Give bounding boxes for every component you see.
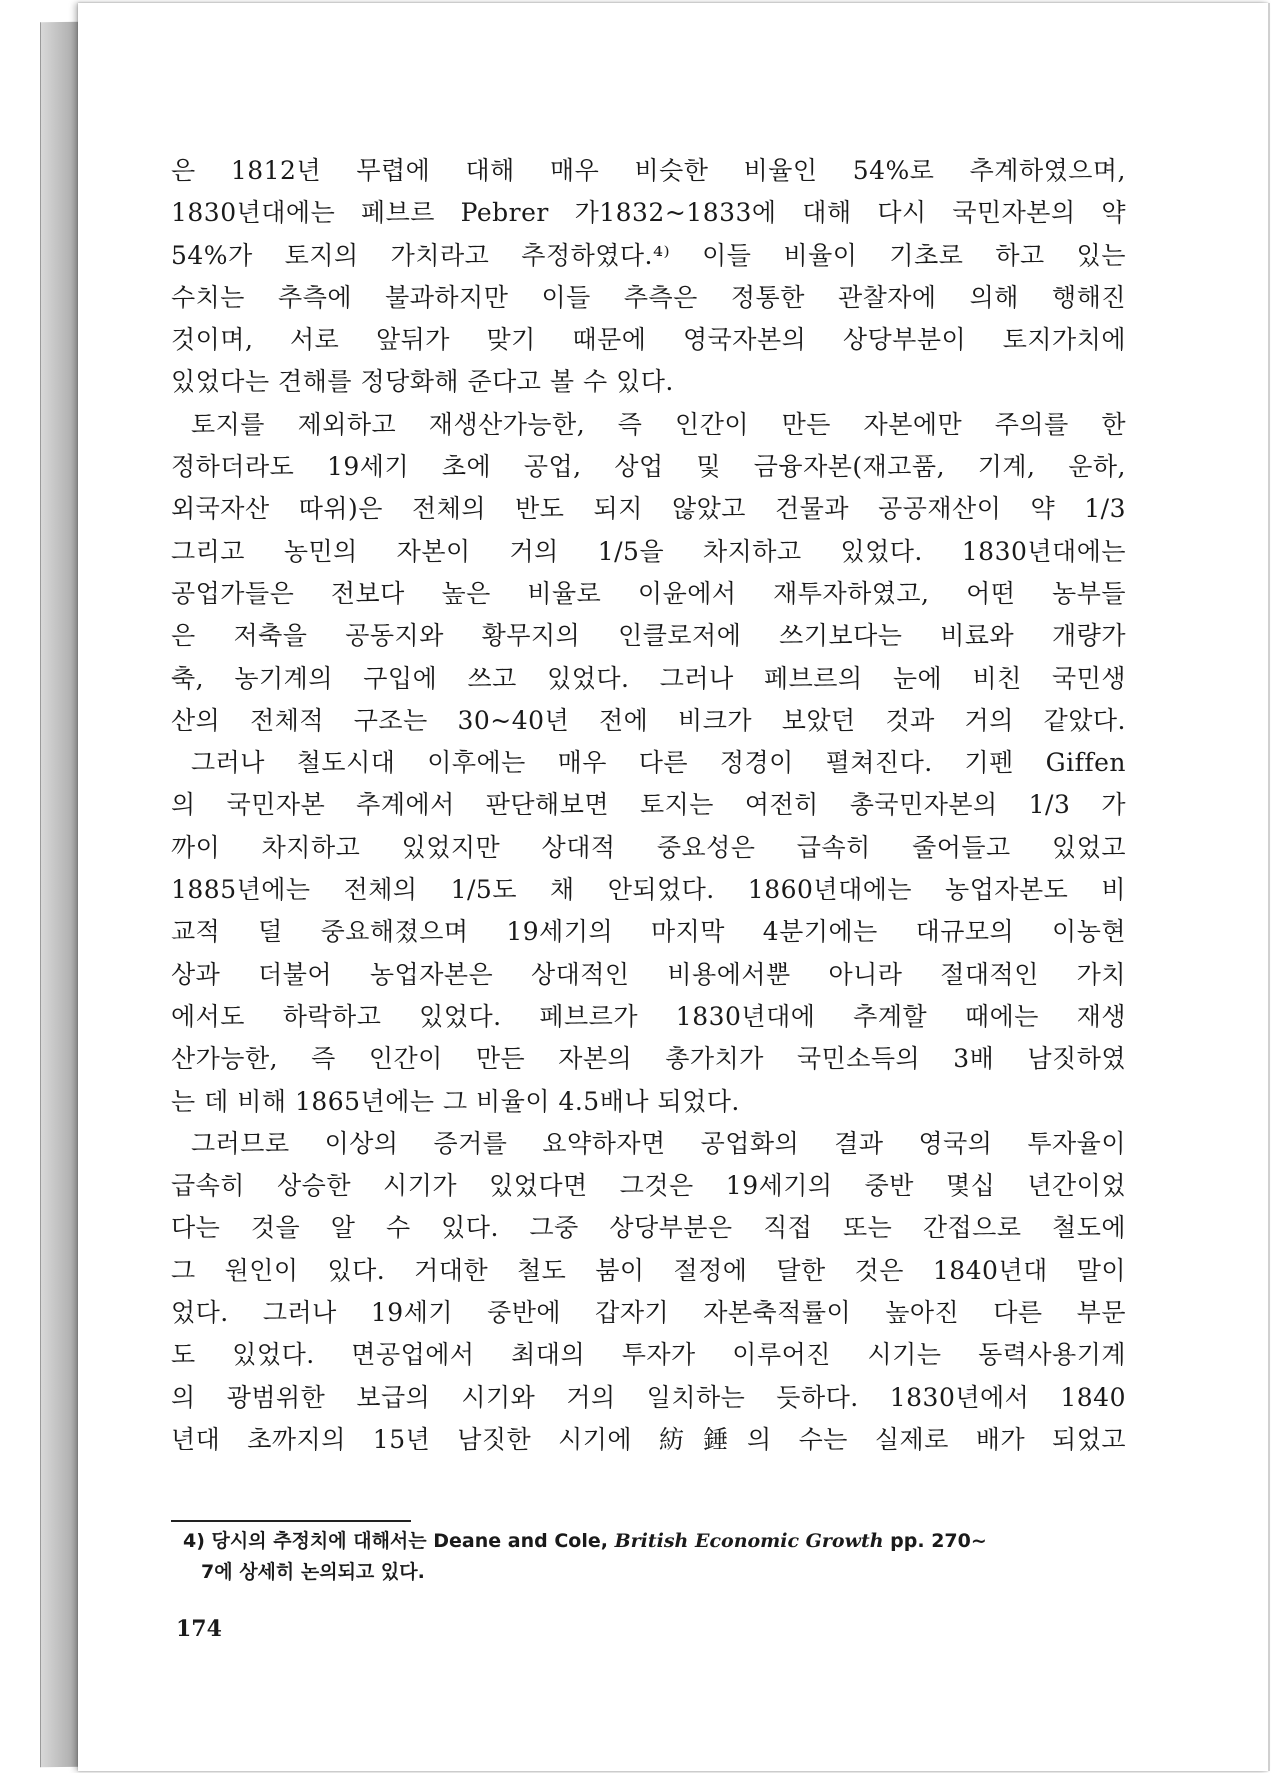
text-line: 것이며, 서로 앞뒤가 맞기 때문에 영국자본의 상당부분이 토지가치에	[171, 325, 1126, 355]
text-line: 54%가 토지의 가치라고 추정하였다.⁴⁾ 이들 비율이 기초로 하고 있는	[171, 240, 1126, 270]
text-line: 의 국민자본 추계에서 판단해보면 토지는 여전히 총국민자본의 1/3 가	[171, 790, 1126, 820]
text-line: 산가능한, 즉 인간이 만든 자본의 총가치가 국민소득의 3배 남짓하였	[171, 1044, 1126, 1074]
text-line: 토지를 제외하고 재생산가능한, 즉 인간이 만든 자본에만 주의를 한	[191, 409, 1126, 439]
text-line: 수치는 추측에 불과하지만 이들 추측은 정통한 관찰자에 의해 행해진	[171, 282, 1126, 312]
text-line: 그 원인이 있다. 거대한 철도 붐이 절정에 달한 것은 1840년대 말이	[171, 1255, 1126, 1285]
text-line: 상과 더불어 농업자본은 상대적인 비용에서뿐 아니라 절대적인 가치	[171, 959, 1126, 989]
text-line: 의 광범위한 보급의 시기와 거의 일치하는 듯하다. 1830년에서 1840	[171, 1382, 1126, 1412]
footnotes	[183, 1526, 1123, 1588]
text-line: 에서도 하락하고 있었다. 페브르가 1830년대에 추계할 때에는 재생	[171, 1001, 1126, 1031]
text-line: 있었다는 견해를 정당화해 준다고 볼 수 있다.	[171, 367, 674, 397]
text-line: 1830년대에는 페브르 Pebrer 가1832~1833에 대해 다시 국민자본의 약	[171, 198, 1126, 228]
footnote-line: 7에 상세히 논의되고 있다.	[201, 1561, 425, 1583]
text-line: 도 있었다. 면공업에서 최대의 투자가 이루어진 시기는 동력사용기계	[171, 1340, 1126, 1370]
text-line: 외국자산 따위)은 전체의 반도 되지 않았고 건물과 공공재산이 약 1/3	[171, 494, 1126, 524]
footnote-divider	[171, 1520, 411, 1522]
text-line: 급속히 상승한 시기가 있었다면 그것은 19세기의 중반 몇십 년간이었	[171, 1171, 1126, 1201]
text-line: 교적 덜 중요해졌으며 19세기의 마지막 4분기에는 대규모의 이농현	[171, 917, 1126, 947]
text-line: 산의 전체적 구조는 30~40년 전에 비크가 보았던 것과 거의 같았다.	[171, 705, 1126, 735]
text-line: 다는 것을 알 수 있다. 그중 상당부분은 직접 또는 간접으로 철도에	[171, 1213, 1126, 1243]
footnote-line	[183, 1526, 1123, 1557]
text-line: 그러므로 이상의 증거를 요약하자면 공업화의 결과 영국의 투자율이	[191, 1128, 1126, 1158]
text-line: 정하더라도 19세기 초에 공업, 상업 및 금융자본(재고품, 기계, 운하,	[171, 452, 1126, 482]
footnote-text: 4) 당시의 추정치에 대해서는 Deane and Cole,	[183, 1530, 615, 1552]
page-number: 174	[176, 1616, 222, 1642]
body-text	[171, 150, 1126, 1461]
text-line: 축, 농기계의 구입에 쓰고 있었다. 그러나 페브르의 눈에 비친 국민생	[171, 663, 1126, 693]
book-spine	[40, 22, 81, 1767]
footnote-pages: pp. 270~	[883, 1530, 987, 1552]
text-line: 년대 초까지의 15년 남짓한 시기에 紡錘의 수는 실제로 배가 되었고	[171, 1424, 1126, 1454]
footnote-book-title: British Economic Growth	[614, 1530, 884, 1552]
text-line: 공업가들은 전보다 높은 비율로 이윤에서 재투자하였고, 어떤 농부들	[171, 578, 1126, 608]
text-line: 그리고 농민의 자본이 거의 1/5을 차지하고 있었다. 1830년대에는	[171, 536, 1126, 566]
text-line: 까이 차지하고 있었지만 상대적 중요성은 급속히 줄어들고 있었고	[171, 832, 1126, 862]
text-line: 는 데 비해 1865년에는 그 비율이 4.5배나 되었다.	[171, 1086, 740, 1116]
text-line: 은 저축을 공동지와 황무지의 인클로저에 쓰기보다는 비료와 개량가	[171, 621, 1126, 651]
text-line: 었다. 그러나 19세기 중반에 갑자기 자본축적률이 높아진 다른 부문	[171, 1298, 1126, 1328]
text-line: 그러나 철도시대 이후에는 매우 다른 정경이 펼쳐진다. 기펜 Giffen	[191, 748, 1126, 778]
text-line: 1885년에는 전체의 1/5도 채 안되었다. 1860년대에는 농업자본도 비	[171, 875, 1126, 905]
text-line: 은 1812년 무렵에 대해 매우 비슷한 비율인 54%로 추계하였으며,	[171, 156, 1126, 185]
